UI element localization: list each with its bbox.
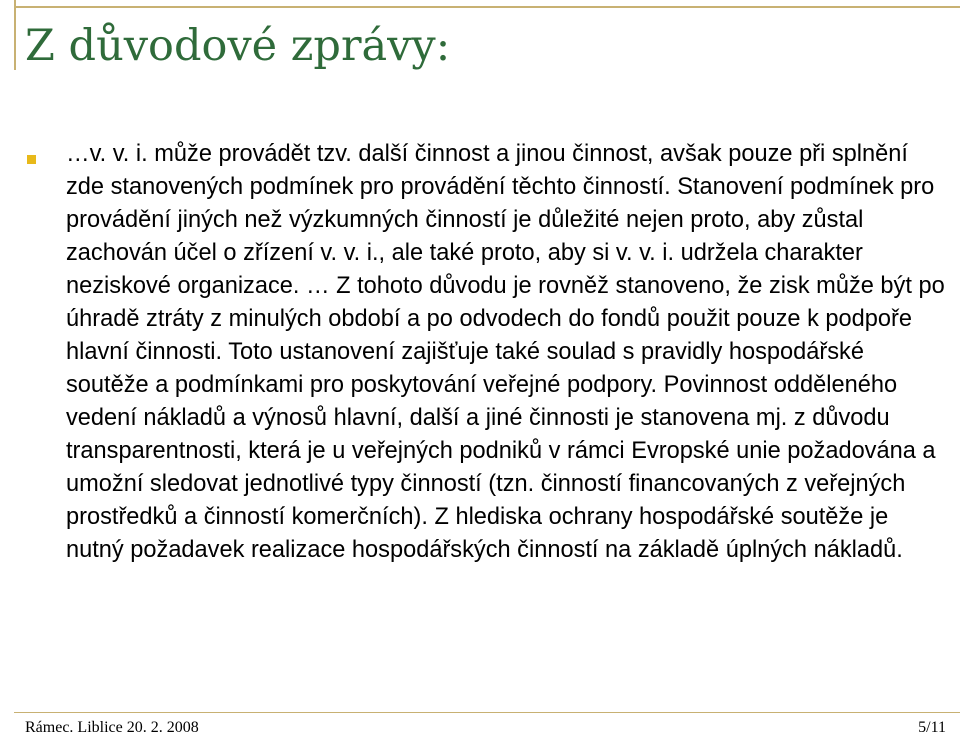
- slide-title: Z důvodové zprávy:: [25, 21, 451, 71]
- slide-body-text: …v. v. i. může provádět tzv. další činnost a jinou činnost, avšak pouze při splnění zde stanovených podmínek pro provádění těchto činností. Stanovení podmínek pro provádění jiných než výzkumných činností je důležité nejen proto, aby zůstal zachován účel o zřízení v. v. i., ale také proto, aby si v. v. i. udržela charakter neziskové organizace. … Z tohoto důvodu je rovněž stanoveno, že zisk může být po úhradě ztráty z minulých období a po odvodech do fondů použit pouze k podpoře hlavní činnosti. Toto ustanovení zajišťuje také soulad s pravidly hospodářské soutěže a podmínkami pro poskytování veřejné podpory. Povinnost odděleného vedení nákladů a výnosů hlavní, další a jiné činnosti je stanovena mj. z důvodu transparentnosti, která je u veřejných podniků v rámci Evropské unie požadována a umožní sledovat jednotlivé typy činností (tzn. činností financovaných z veřejných prostředků a činností komerčních). Z hlediska ochrany hospodářské soutěže je nutný požadavek realizace hospodářských činností na základě úplných nákladů.: [66, 141, 945, 563]
- bullet-square-icon: [27, 155, 36, 164]
- footer-caption: Rámec. Liblice 20. 2. 2008: [25, 719, 199, 736]
- slide-number: 5/11: [918, 719, 946, 736]
- footer-divider: [14, 712, 960, 713]
- decorative-horizontal-line: [14, 6, 960, 8]
- decorative-vertical-line: [14, 0, 16, 70]
